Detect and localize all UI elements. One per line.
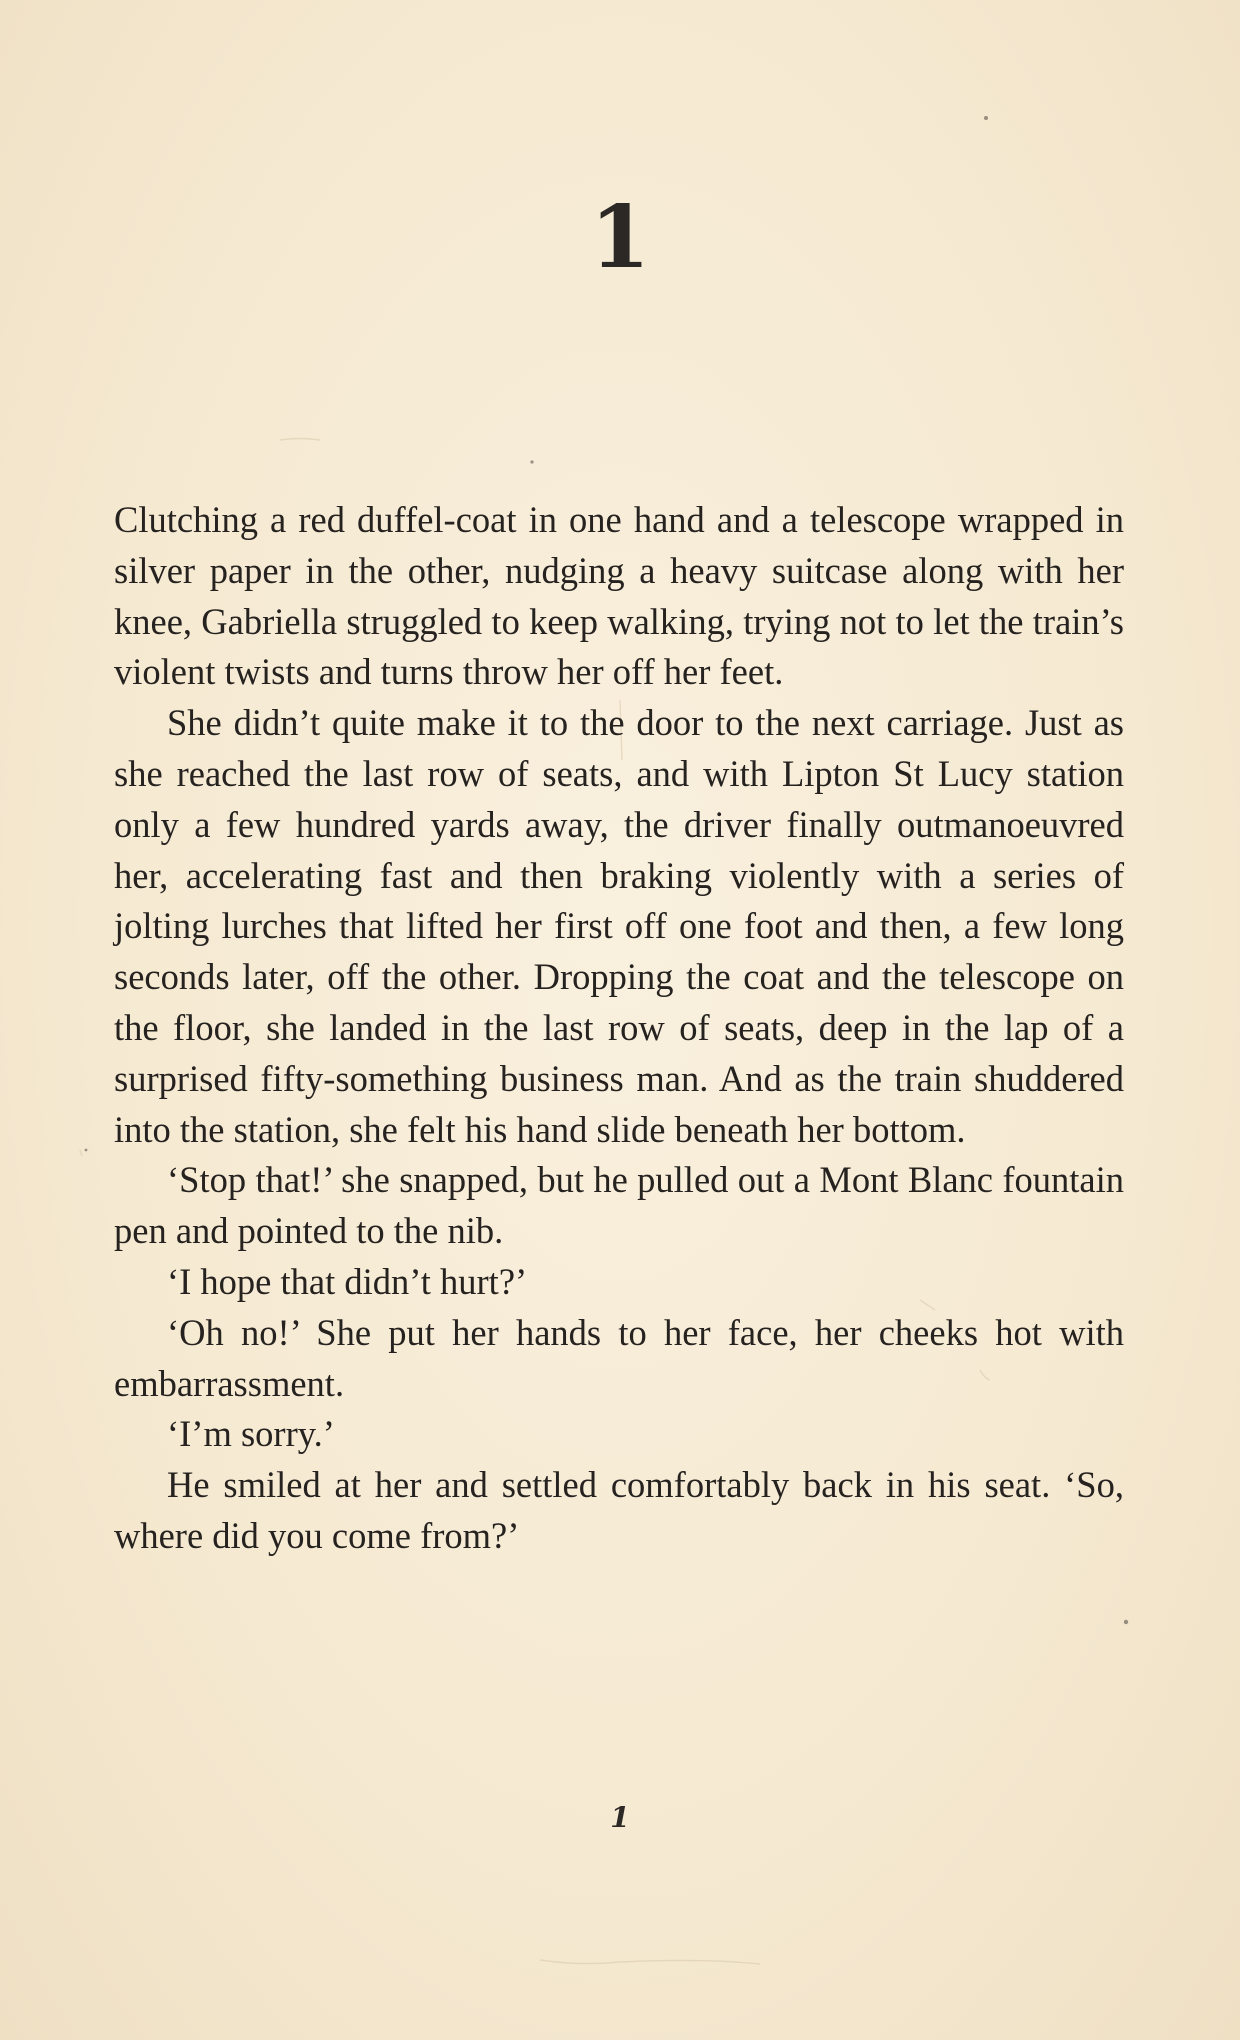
paragraph: ‘Oh no!’ She put her hands to her face, her cheeks hot with embarrassment. [114, 1311, 1124, 1404]
paragraph: He smiled at her and settled comfortably back in his seat. ‘So, where did you come from?’ [114, 1464, 1124, 1556]
paragraph: ‘I’m sorry.’ [167, 1413, 335, 1455]
paragraph: She didn’t quite make it to the door to the next carriage. Just as she reached the last row of seats, and with Lipton St Lucy station only a few hundred yards away, the driver finally outmanoeuvred her, accelerating fast and then braking violently with a series of jolting lurches that lifted her first off one foot and then, a few long seconds later, off the other. Dropping the coat and the telescope on the floor, she landed in the last row of seats, deep in the lap of a surprised fifty-something business man. And as the train shuddered into the station, she felt his hand slide beneath her bottom. [114, 702, 1124, 1150]
page-number: 1 [610, 1801, 630, 1834]
chapter-number: 1 [590, 187, 650, 288]
paragraph: Clutching a red duffel-coat in one hand and a telescope wrapped in silver paper in the other, nudging a heavy suitcase along with her knee, Gabriella struggled to keep walking, trying not to let the train’s violent twists and turns throw her off her feet. [114, 499, 1124, 693]
paragraph: ‘I hope that didn’t hurt?’ [167, 1260, 528, 1302]
chapter-body [114, 495, 1124, 1562]
paragraph: ‘Stop that!’ she snapped, but he pulled out a Mont Blanc fountain pen and pointed to the nib. [114, 1159, 1124, 1252]
